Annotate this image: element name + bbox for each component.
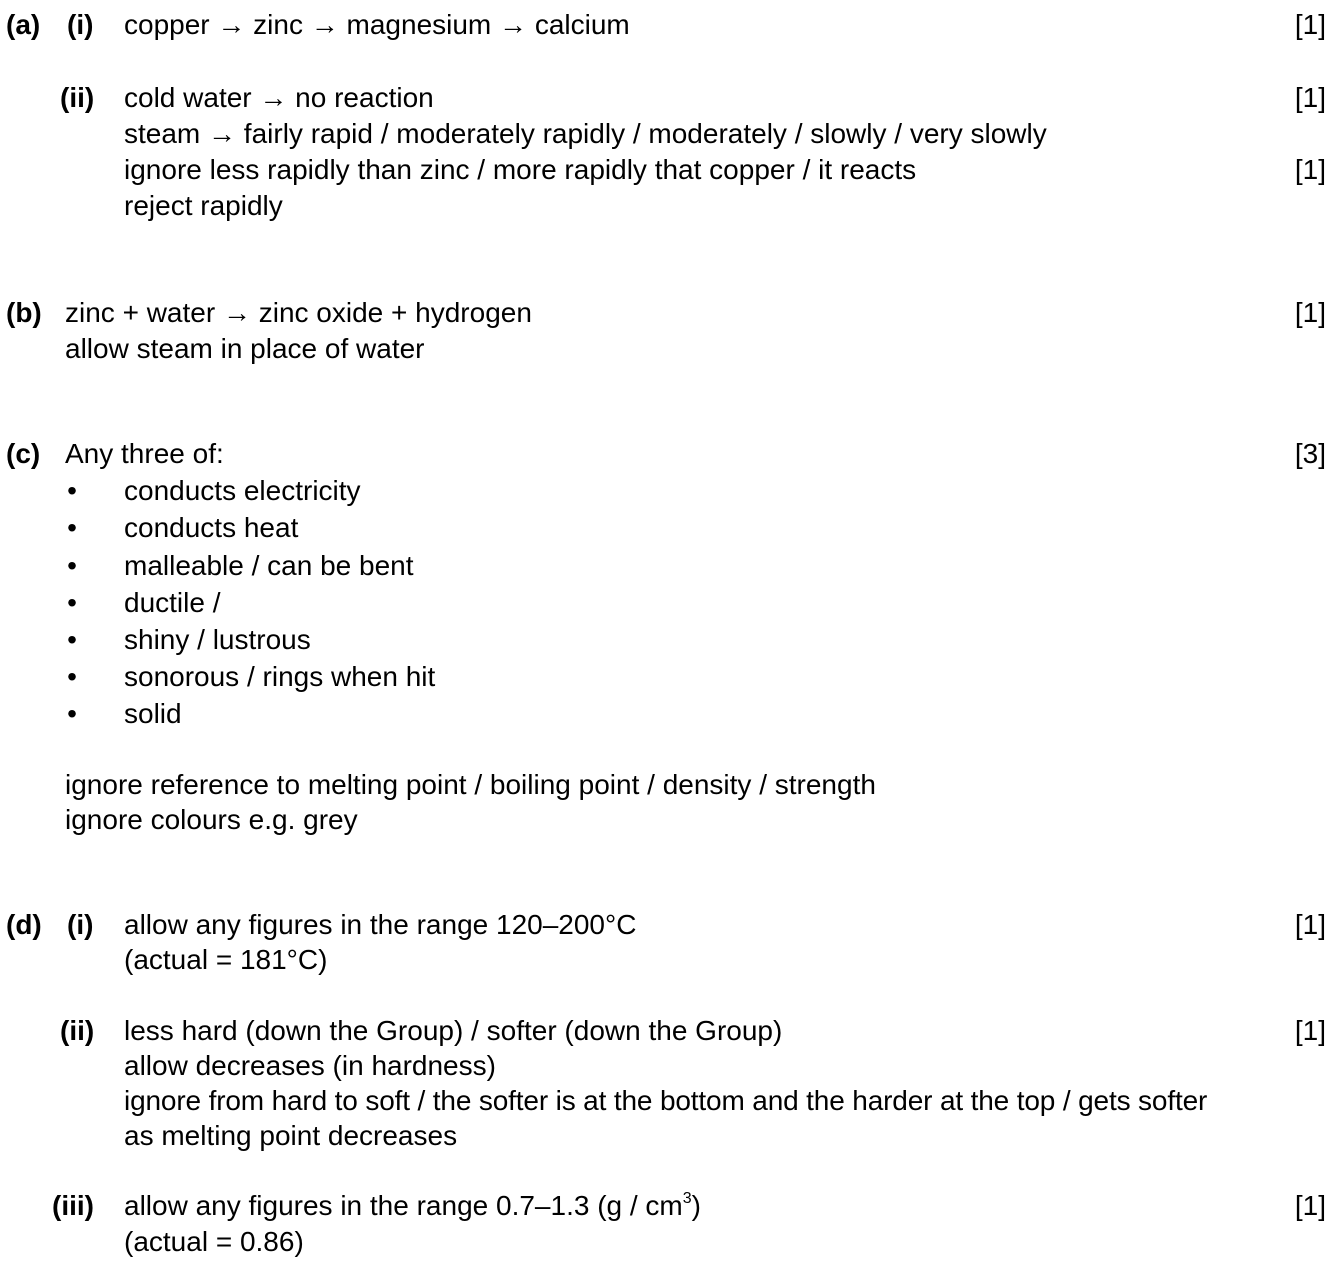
part-a-label: (a): [6, 9, 41, 40]
part-c-note2: ignore colours e.g. grey: [65, 804, 358, 835]
part-d-ii-line2: allow decreases (in hardness): [124, 1050, 496, 1081]
list-item: solid: [124, 698, 182, 729]
bullet-icon: •: [67, 550, 77, 581]
list-item: malleable / can be bent: [124, 550, 414, 581]
part-d-iii-label: (iii): [52, 1190, 94, 1221]
part-d-iii-mark: [1]: [1294, 1190, 1326, 1221]
part-b-label: (b): [6, 297, 42, 328]
bullet-icon: •: [67, 475, 77, 506]
part-a-ii-line3: ignore less rapidly than zinc / more rapidly that copper / it reacts: [124, 154, 917, 185]
part-d-ii-mark: [1]: [1294, 1015, 1326, 1046]
list-item: sonorous / rings when hit: [124, 661, 436, 692]
list-item: conducts electricity: [124, 475, 361, 506]
part-b-line2: allow steam in place of water: [65, 333, 425, 364]
list-item: shiny / lustrous: [124, 624, 311, 655]
part-d-ii-label: (ii): [60, 1015, 95, 1046]
part-a-ii-line1: cold water → no reaction: [124, 82, 434, 113]
part-c-mark: [3]: [1294, 438, 1326, 469]
part-c-intro: Any three of:: [65, 438, 224, 469]
part-a-ii-mark1: [1]: [1294, 82, 1326, 113]
part-b-line1: zinc + water → zinc oxide + hydrogen: [65, 297, 532, 328]
part-a-i-label: (i): [67, 9, 94, 40]
part-c-note1: ignore reference to melting point / boiling point / density / strength: [65, 769, 876, 800]
part-a-ii-mark2: [1]: [1294, 154, 1326, 185]
part-d-i-mark: [1]: [1294, 909, 1326, 940]
part-d-i-label: (i): [67, 909, 94, 940]
part-d-ii-line4: as melting point decreases: [124, 1120, 458, 1151]
part-d-iii-line1-text: allow any figures in the range 0.7–1.3 (g / cm: [124, 1190, 683, 1221]
part-d-iii-line1-close: ): [691, 1190, 701, 1221]
part-a-ii-label: (ii): [60, 82, 95, 113]
bullet-icon: •: [67, 698, 77, 729]
list-item: conducts heat: [124, 512, 299, 543]
part-a-ii-line4: reject rapidly: [124, 190, 283, 221]
part-a-i-answer: copper → zinc → magnesium → calcium: [124, 9, 630, 40]
bullet-icon: •: [67, 661, 77, 692]
part-d-i-line2: (actual = 181°C): [124, 944, 328, 975]
part-d-label: (d): [6, 909, 42, 940]
bullet-icon: •: [67, 512, 77, 543]
part-d-ii-line3: ignore from hard to soft / the softer is at the bottom and the harder at the top / gets softer: [124, 1085, 1208, 1116]
part-b-mark: [1]: [1294, 297, 1326, 328]
list-item: ductile /: [124, 587, 221, 618]
part-d-iii-line1: [124, 1188, 701, 1224]
part-c-label: (c): [6, 438, 41, 469]
part-d-iii-line2: (actual = 0.86): [124, 1226, 304, 1257]
part-d-i-line1: allow any figures in the range 120–200°C: [124, 909, 637, 940]
superscript-3: 3: [682, 1190, 692, 1207]
part-a-i-mark: [1]: [1294, 9, 1326, 40]
part-d-ii-line1: less hard (down the Group) / softer (down the Group): [124, 1015, 783, 1046]
bullet-icon: •: [67, 624, 77, 655]
part-a-ii-line2: steam → fairly rapid / moderately rapidly / moderately / slowly / very slowly: [124, 118, 1047, 149]
bullet-icon: •: [67, 587, 77, 618]
